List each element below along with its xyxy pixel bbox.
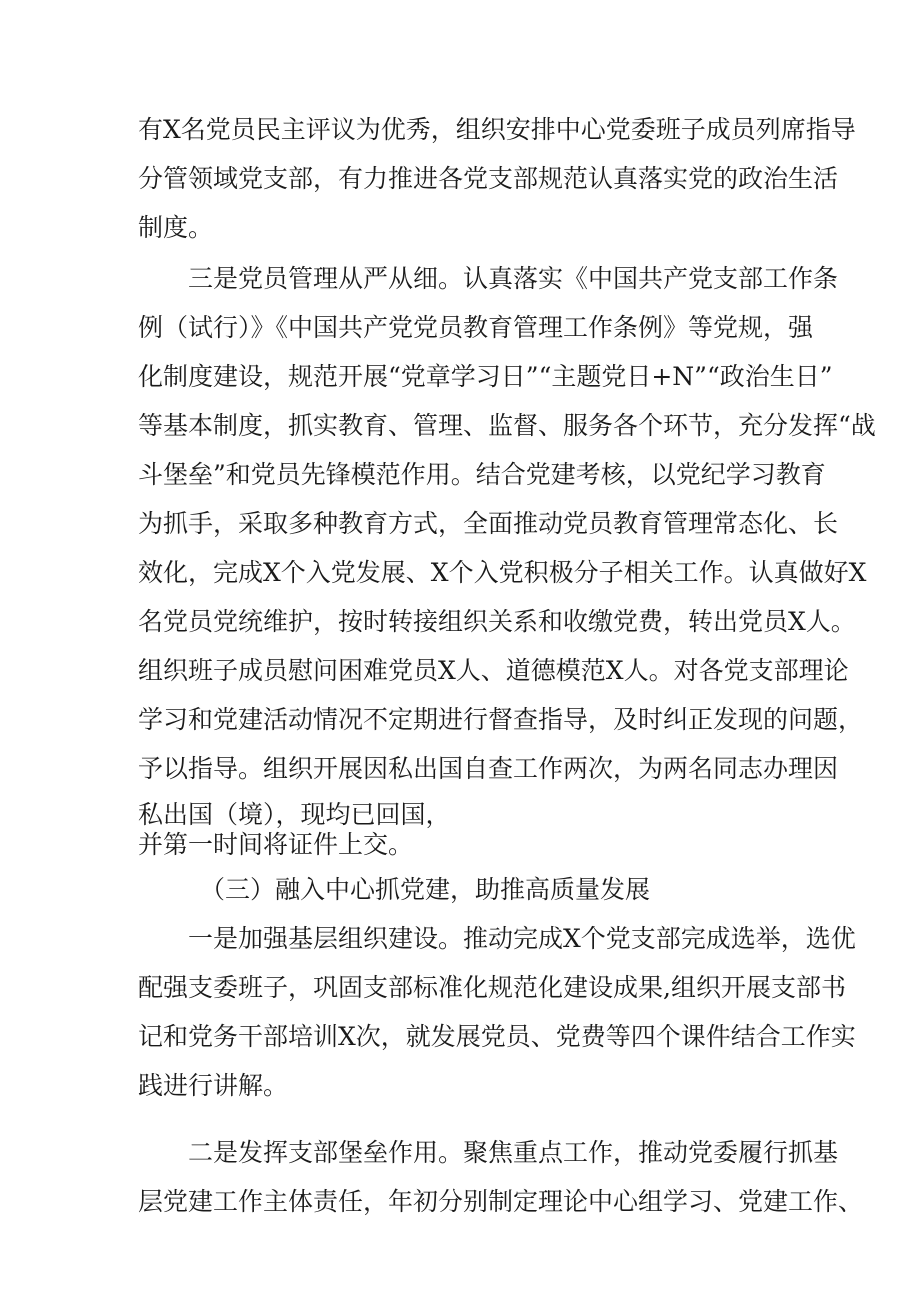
paragraph-line: 效化，完成X个入党发展、X个入党积极分子相关工作。认真做好X (138, 558, 867, 587)
paragraph-line: 学习和党建活动情况不定期进行督查指导，及时纠正发现的问题， (138, 705, 864, 734)
paragraph-line: 践进行讲解。 (138, 1071, 289, 1100)
paragraph-line: 化制度建设，规范开展“党章学习日”“主题党日+N”“政治生日” (138, 362, 833, 391)
paragraph-line: 斗堡垒”和党员先锋模范作用。结合党建考核，以党纪学习教育 (138, 460, 826, 489)
paragraph-line: 名党员党统维护，按时转接组织关系和收缴党费，转出党员X人。 (138, 607, 856, 636)
paragraph-line: 记和党务干部培训X次，就发展党员、党费等四个课件结合工作实 (138, 1022, 856, 1051)
paragraph-line: 予以指导。组织开展因私出国自查工作两次，为两名同志办理因 (138, 754, 839, 783)
paragraph-line: 三是党员管理从严从细。认真落实《中国共产党支部工作条 (188, 264, 839, 293)
paragraph-line: 私出国（境），现均已回国， (138, 800, 451, 829)
paragraph-line: 并第一时间将证件上交。 (138, 830, 414, 859)
paragraph-line: 分管领域党支部，有力推进各党支部规范认真落实党的政治生活 (138, 164, 839, 193)
paragraph-line: 层党建工作主体责任，年初分别制定理论中心组学习、党建工作、 (138, 1187, 864, 1216)
paragraph-line: 配强支委班子，巩固支部标准化规范化建设成果,组织开展支部书 (138, 973, 846, 1002)
paragraph-line: 等基本制度，抓实教育、管理、监督、服务各个环节，充分发挥“战 (138, 411, 876, 440)
paragraph-line: 制度。 (138, 213, 214, 242)
paragraph-line: 一是加强基层组织建设。推动完成X个党支部完成选举，选优 (188, 924, 856, 953)
paragraph-line: 为抓手，采取多种教育方式，全面推动党员教育管理常态化、长 (138, 509, 839, 538)
section-heading: （三）融入中心抓党建，助推高质量发展 (200, 875, 651, 904)
paragraph-line: 例（试行）》《中国共产党党员教育管理工作条例》等党规，强 (138, 313, 814, 342)
paragraph-line: 组织班子成员慰问困难党员X人、道德模范X人。对各党支部理论 (138, 656, 849, 685)
paragraph-line: 有X名党员民主评议为优秀，组织安排中心党委班子成员列席指导 (138, 115, 856, 144)
paragraph-line: 二是发挥支部堡垒作用。聚焦重点工作，推动党委履行抓基 (188, 1138, 839, 1167)
